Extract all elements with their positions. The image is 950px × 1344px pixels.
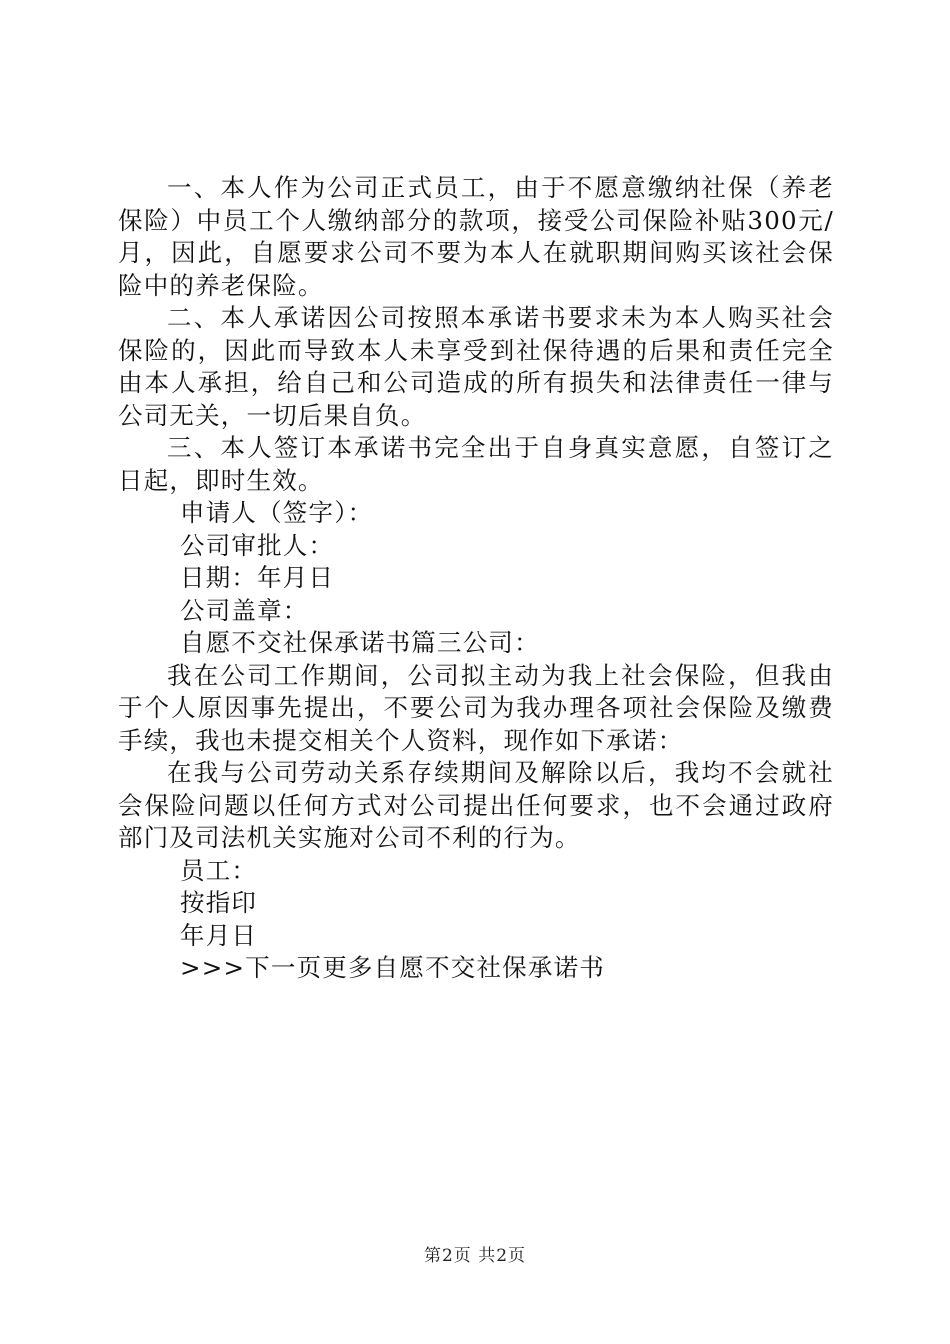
date-label: 日期：年月日	[180, 563, 335, 592]
paragraph-clause-1: 一、本人作为公司正式员工，由于不愿意缴纳社保（养老保险）中员工个人缴纳部分的款项，接受公司保险补贴300元/月，因此，自愿要求公司不要为本人在就职期间购买该社会保险中的养老保险。	[118, 173, 834, 300]
employee-label: 员工：	[180, 855, 258, 885]
approver-label: 公司审批人：	[180, 530, 335, 560]
date-label-2: 年月日	[180, 920, 258, 950]
paragraph-clause-3: 三、本人签订本承诺书完全出于自身真实意愿，自签订之日起，即时生效。	[118, 433, 834, 495]
paragraph-statement-1: 我在公司工作期间，公司拟主动为我上社会保险，但我由于个人原因事先提出，不要公司为我办理各项社会保险及缴费手续，我也未提交相关个人资料，现作如下承诺：	[118, 660, 834, 755]
fingerprint-label: 按指印	[180, 888, 258, 917]
paragraph-statement-2: 在我与公司劳动关系存续期间及解除以后，我均不会就社会保险问题以任何方式对公司提出任何要求，也不会通过政府部门及司法机关实施对公司不利的行为。	[118, 758, 834, 852]
paragraph-clause-2: 二、本人承诺因公司按照本承诺书要求未为本人购买社会保险的，因此而导致本人未享受到社保待遇的后果和责任完全由本人承担，给自己和公司造成的所有损失和法律责任一律与公司无关，一切后果自负。	[118, 303, 834, 430]
next-page-link[interactable]: >>>下一页更多自愿不交社保承诺书	[180, 953, 605, 982]
page-footer: 第2页 共2页	[423, 1246, 527, 1266]
applicant-signature-label: 申请人（签字）：	[180, 498, 374, 527]
section-heading: 自愿不交社保承诺书篇三公司：	[180, 628, 540, 657]
document-body	[118, 172, 834, 985]
company-seal-label: 公司盖章：	[180, 595, 309, 625]
